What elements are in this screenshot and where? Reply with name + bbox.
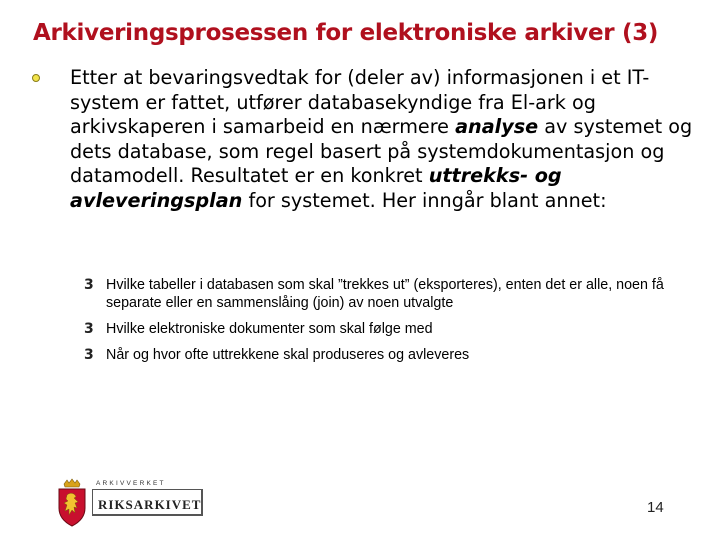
riksarkivet-logo <box>52 478 212 528</box>
main-paragraph <box>70 66 710 213</box>
sub-bullet-list <box>84 276 684 372</box>
coat-of-arms-lion-icon <box>52 478 92 528</box>
slide-title: Arkiveringsprosessen for elektroniske arkiver (3) <box>33 20 659 46</box>
sub-bullet-item <box>84 346 684 364</box>
main-text-1: Etter at bevaringsvedtak for (deler av) informasjonen i et IT-system er fattet, utfører databasekyndige fra El-ark og arkivskaperen i samarbeid en nærmere <box>70 66 650 138</box>
logo-arkivverket-text: ARKIVVERKET <box>96 480 166 487</box>
page-number: 14 <box>647 499 664 516</box>
logo-riksarkivet-text: RIKSARKIVET <box>98 497 202 512</box>
sub-bullet-text: Hvilke tabeller i databasen som skal ”trekkes ut” (eksporteres), enten det er alle, noen få separate eller en sammenslåing (join) av noen utvalgte <box>106 277 664 311</box>
numbered-3-icon: 3 <box>84 347 94 363</box>
main-bullet <box>46 66 696 213</box>
numbered-3-icon: 3 <box>84 321 94 337</box>
sub-bullet-text: Hvilke elektroniske dokumenter som skal følge med <box>106 321 433 337</box>
sub-bullet-text: Når og hvor ofte uttrekkene skal produseres og avleveres <box>106 347 470 363</box>
main-text-2: av systemet og dets database, som regel basert på systemdokumentasjon og datamodell. Resultatet er en konkret <box>70 115 693 187</box>
numbered-3-icon: 3 <box>84 277 94 293</box>
sub-bullet-item <box>84 320 684 338</box>
sub-bullet-item <box>84 276 684 312</box>
bullet-dot-icon <box>32 74 40 82</box>
main-text-3: for systemet. Her inngår blant annet: <box>242 188 607 212</box>
emphasis-analyse: analyse <box>455 115 539 138</box>
emphasis-plan: uttrekks- og avleveringsplan <box>70 164 562 212</box>
